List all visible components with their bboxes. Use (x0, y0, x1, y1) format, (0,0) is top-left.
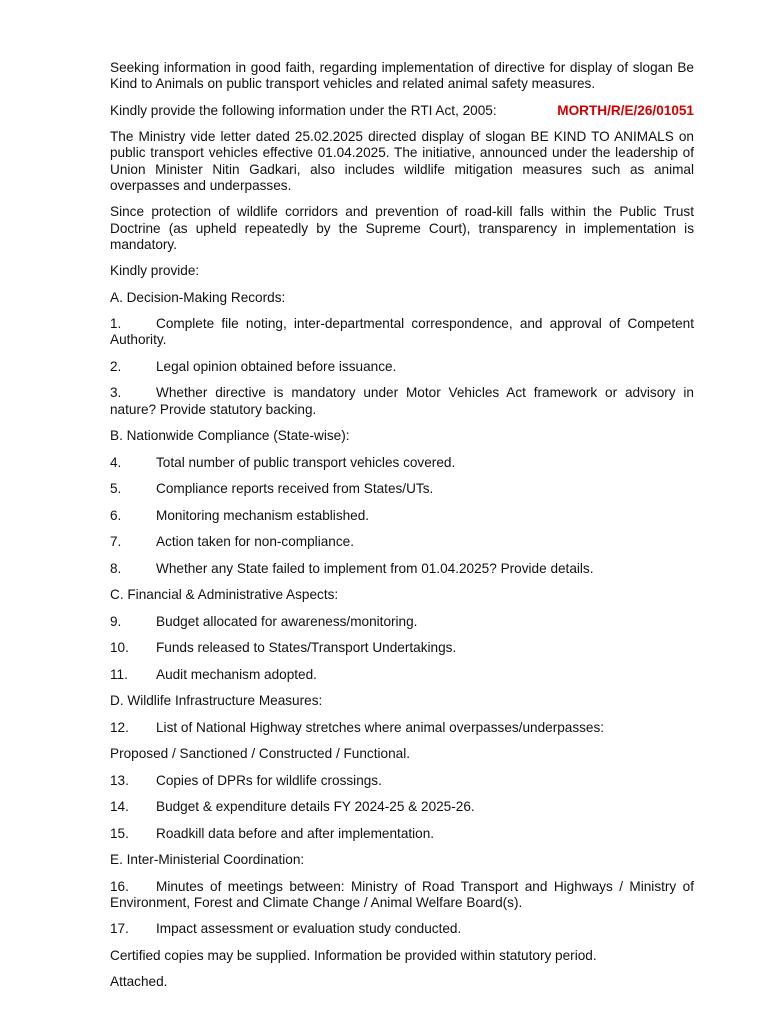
closing-paragraph: Certified copies may be supplied. Information be provided within statutory period. (110, 947, 597, 963)
item-text: Action taken for non-compliance. (156, 534, 354, 550)
item-number: 2. (110, 358, 122, 374)
item-number: 15. (110, 825, 129, 841)
section-heading-a: A. Decision-Making Records: (110, 289, 286, 305)
list-item (110, 385, 694, 417)
item-text: Budget & expenditure details FY 2024-25 & 2025-26. (156, 799, 475, 815)
list-item (110, 720, 694, 736)
item-number: 14. (110, 799, 129, 815)
list-item (110, 481, 694, 497)
item-text: Budget allocated for awareness/monitoring. (156, 613, 418, 629)
item-text: Legal opinion obtained before issuance. (156, 358, 397, 374)
list-item (110, 316, 694, 348)
item-number: 11. (110, 666, 128, 682)
item-text: Copies of DPRs for wildlife crossings. (156, 772, 382, 788)
list-item (110, 826, 694, 842)
item-text: Complete file noting, inter-departmental correspondence, and approval of Competent Authority. (110, 316, 694, 348)
list-item (110, 534, 694, 550)
section-heading-b: B. Nationwide Compliance (State-wise): (110, 428, 350, 444)
item-number: 4. (110, 454, 122, 470)
background-paragraph: The Ministry vide letter dated 25.02.2025 directed display of slogan BE KIND TO ANIMALS on public transport vehicles effective 01.04.2025. The initiative, announced under the leadership of Union Minister Nitin Gadkari, also includes wildlife mitigation measures such as animal overpasses and underpasses. (110, 129, 694, 193)
list-item (110, 921, 694, 937)
item-text: Roadkill data before and after implementation. (156, 825, 435, 841)
item-number: 3. (110, 385, 122, 401)
list-item (110, 773, 694, 789)
item-number: 7. (110, 534, 122, 550)
list-item (110, 799, 694, 815)
item-text: Monitoring mechanism established. (156, 507, 370, 523)
item-number: 9. (110, 613, 122, 629)
intro-paragraph: Seeking information in good faith, regarding implementation of directive for display of slogan Be Kind to Animals on public transport vehicles and related animal safety measures. (110, 60, 694, 92)
item-number: 8. (110, 560, 122, 576)
list-item (110, 640, 694, 656)
section-heading-e: E. Inter-Ministerial Coordination: (110, 852, 305, 868)
item-text: Minutes of meetings between: Ministry of Road Transport and Highways / Ministry of Environment, Forest and Climate Change / Animal Welfare Board(s). (110, 878, 694, 910)
item-text: Total number of public transport vehicles covered. (156, 454, 456, 470)
justification-paragraph: Since protection of wildlife corridors and prevention of road-kill falls within the Public Trust Doctrine (as upheld repeatedly by the Supreme Court), transparency in implementation is mandatory. (110, 204, 694, 252)
reference-number: MORTH/R/E/26/01051 (557, 102, 694, 118)
list-item (110, 455, 694, 471)
section-heading-c: C. Financial & Administrative Aspects: (110, 587, 339, 603)
item-text: Funds released to States/Transport Undertakings. (156, 640, 457, 656)
list-item (110, 614, 694, 630)
item-text: Impact assessment or evaluation study conducted. (156, 921, 462, 937)
item-text: Compliance reports received from States/UTs. (156, 481, 434, 497)
item-text: Audit mechanism adopted. (156, 666, 317, 682)
kindly-provide-label: Kindly provide: (110, 263, 200, 279)
item-text: Whether directive is mandatory under Motor Vehicles Act framework or advisory in nature? Provide statutory backing. (110, 385, 694, 417)
item-number: 10. (110, 640, 129, 656)
attached-note: Attached. (110, 974, 168, 990)
item-number: 5. (110, 481, 122, 497)
list-item (110, 508, 694, 524)
request-text: Kindly provide the following information under the RTI Act, 2005: (110, 102, 497, 118)
item-number: 16. (110, 878, 129, 894)
item-text: Whether any State failed to implement from 01.04.2025? Provide details. (156, 560, 594, 576)
status-options-line: Proposed / Sanctioned / Constructed / Functional. (110, 746, 410, 762)
request-line (110, 103, 694, 119)
rti-document (110, 60, 694, 1001)
item-number: 12. (110, 719, 129, 735)
list-item (110, 879, 694, 911)
item-number: 6. (110, 507, 122, 523)
item-number: 13. (110, 772, 129, 788)
list-item (110, 359, 694, 375)
section-heading-d: D. Wildlife Infrastructure Measures: (110, 693, 323, 709)
item-text: List of National Highway stretches where animal overpasses/underpasses: (156, 719, 605, 735)
item-number: 1. (110, 316, 122, 332)
item-number: 17. (110, 921, 129, 937)
list-item (110, 667, 694, 683)
list-item (110, 561, 694, 577)
